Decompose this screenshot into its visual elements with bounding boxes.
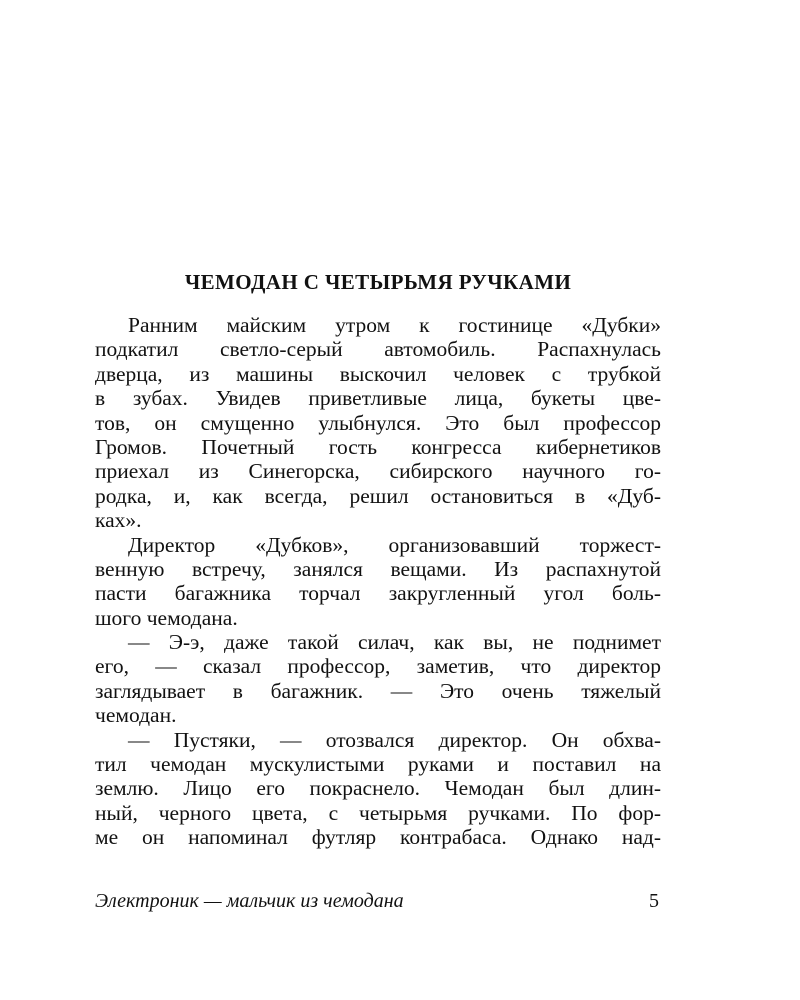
paragraph-4-line: землю. Лицо его покраснело. Чемодан был длин-	[95, 776, 661, 801]
paragraph-4-line: тил чемодан мускулистыми руками и поставил на	[95, 752, 661, 777]
paragraph-2-line: Директор «Дубков», организовавший торжест-	[128, 532, 661, 557]
body-text	[95, 313, 661, 850]
paragraph-1-line: тов, он смущенно улыбнулся. Это был профессор	[95, 410, 661, 435]
paragraph-4-line: — Пустяки, — отозвался директор. Он обхва-	[128, 727, 661, 752]
paragraph-3-line: заглядывает в багажник. — Это очень тяжелый	[95, 678, 661, 703]
paragraph-2-line: венную встречу, занялся вещами. Из распахнутой	[95, 556, 661, 581]
paragraph-1-line: ках».	[95, 508, 142, 533]
paragraph-1-line: дверца, из машины выскочил человек с трубкой	[95, 361, 661, 386]
paragraph-1-line: Громов. Почетный гость конгресса кибернетиков	[95, 434, 661, 459]
paragraph-1-line: приехал из Синегорска, сибирского научного го-	[95, 459, 661, 484]
running-title: Электроник — мальчик из чемодана	[95, 890, 404, 912]
paragraph-2-line: пасти багажника торчал закругленный угол боль-	[95, 581, 661, 606]
paragraph-3-line: — Э-э, даже такой силач, как вы, не поднимет	[128, 630, 661, 655]
paragraph-3-line: чемодан.	[95, 703, 177, 728]
paragraph-1-line: подкатил светло-серый автомобиль. Распахнулась	[95, 337, 661, 362]
paragraph-1-line: родка, и, как всегда, решил остановиться в «Дуб-	[95, 483, 661, 508]
page-footer	[95, 890, 661, 916]
paragraph-1-line: в зубах. Увидев приветливые лица, букеты цве-	[95, 386, 661, 411]
page-number: 5	[649, 890, 659, 912]
paragraph-2-line: шого чемодана.	[95, 605, 238, 630]
paragraph-4-line: ме он напоминал футляр контрабаса. Однако над-	[95, 825, 661, 850]
paragraph-3-line: его, — сказал профессор, заметив, что директор	[95, 654, 661, 679]
paragraph-1-line: Ранним майским утром к гостинице «Дубки»	[128, 313, 661, 337]
paragraph-4-line: ный, черного цвета, с четырьмя ручками. По фор-	[95, 800, 661, 825]
chapter-title: ЧЕМОДАН С ЧЕТЫРЬМЯ РУЧКАМИ	[184, 270, 572, 294]
